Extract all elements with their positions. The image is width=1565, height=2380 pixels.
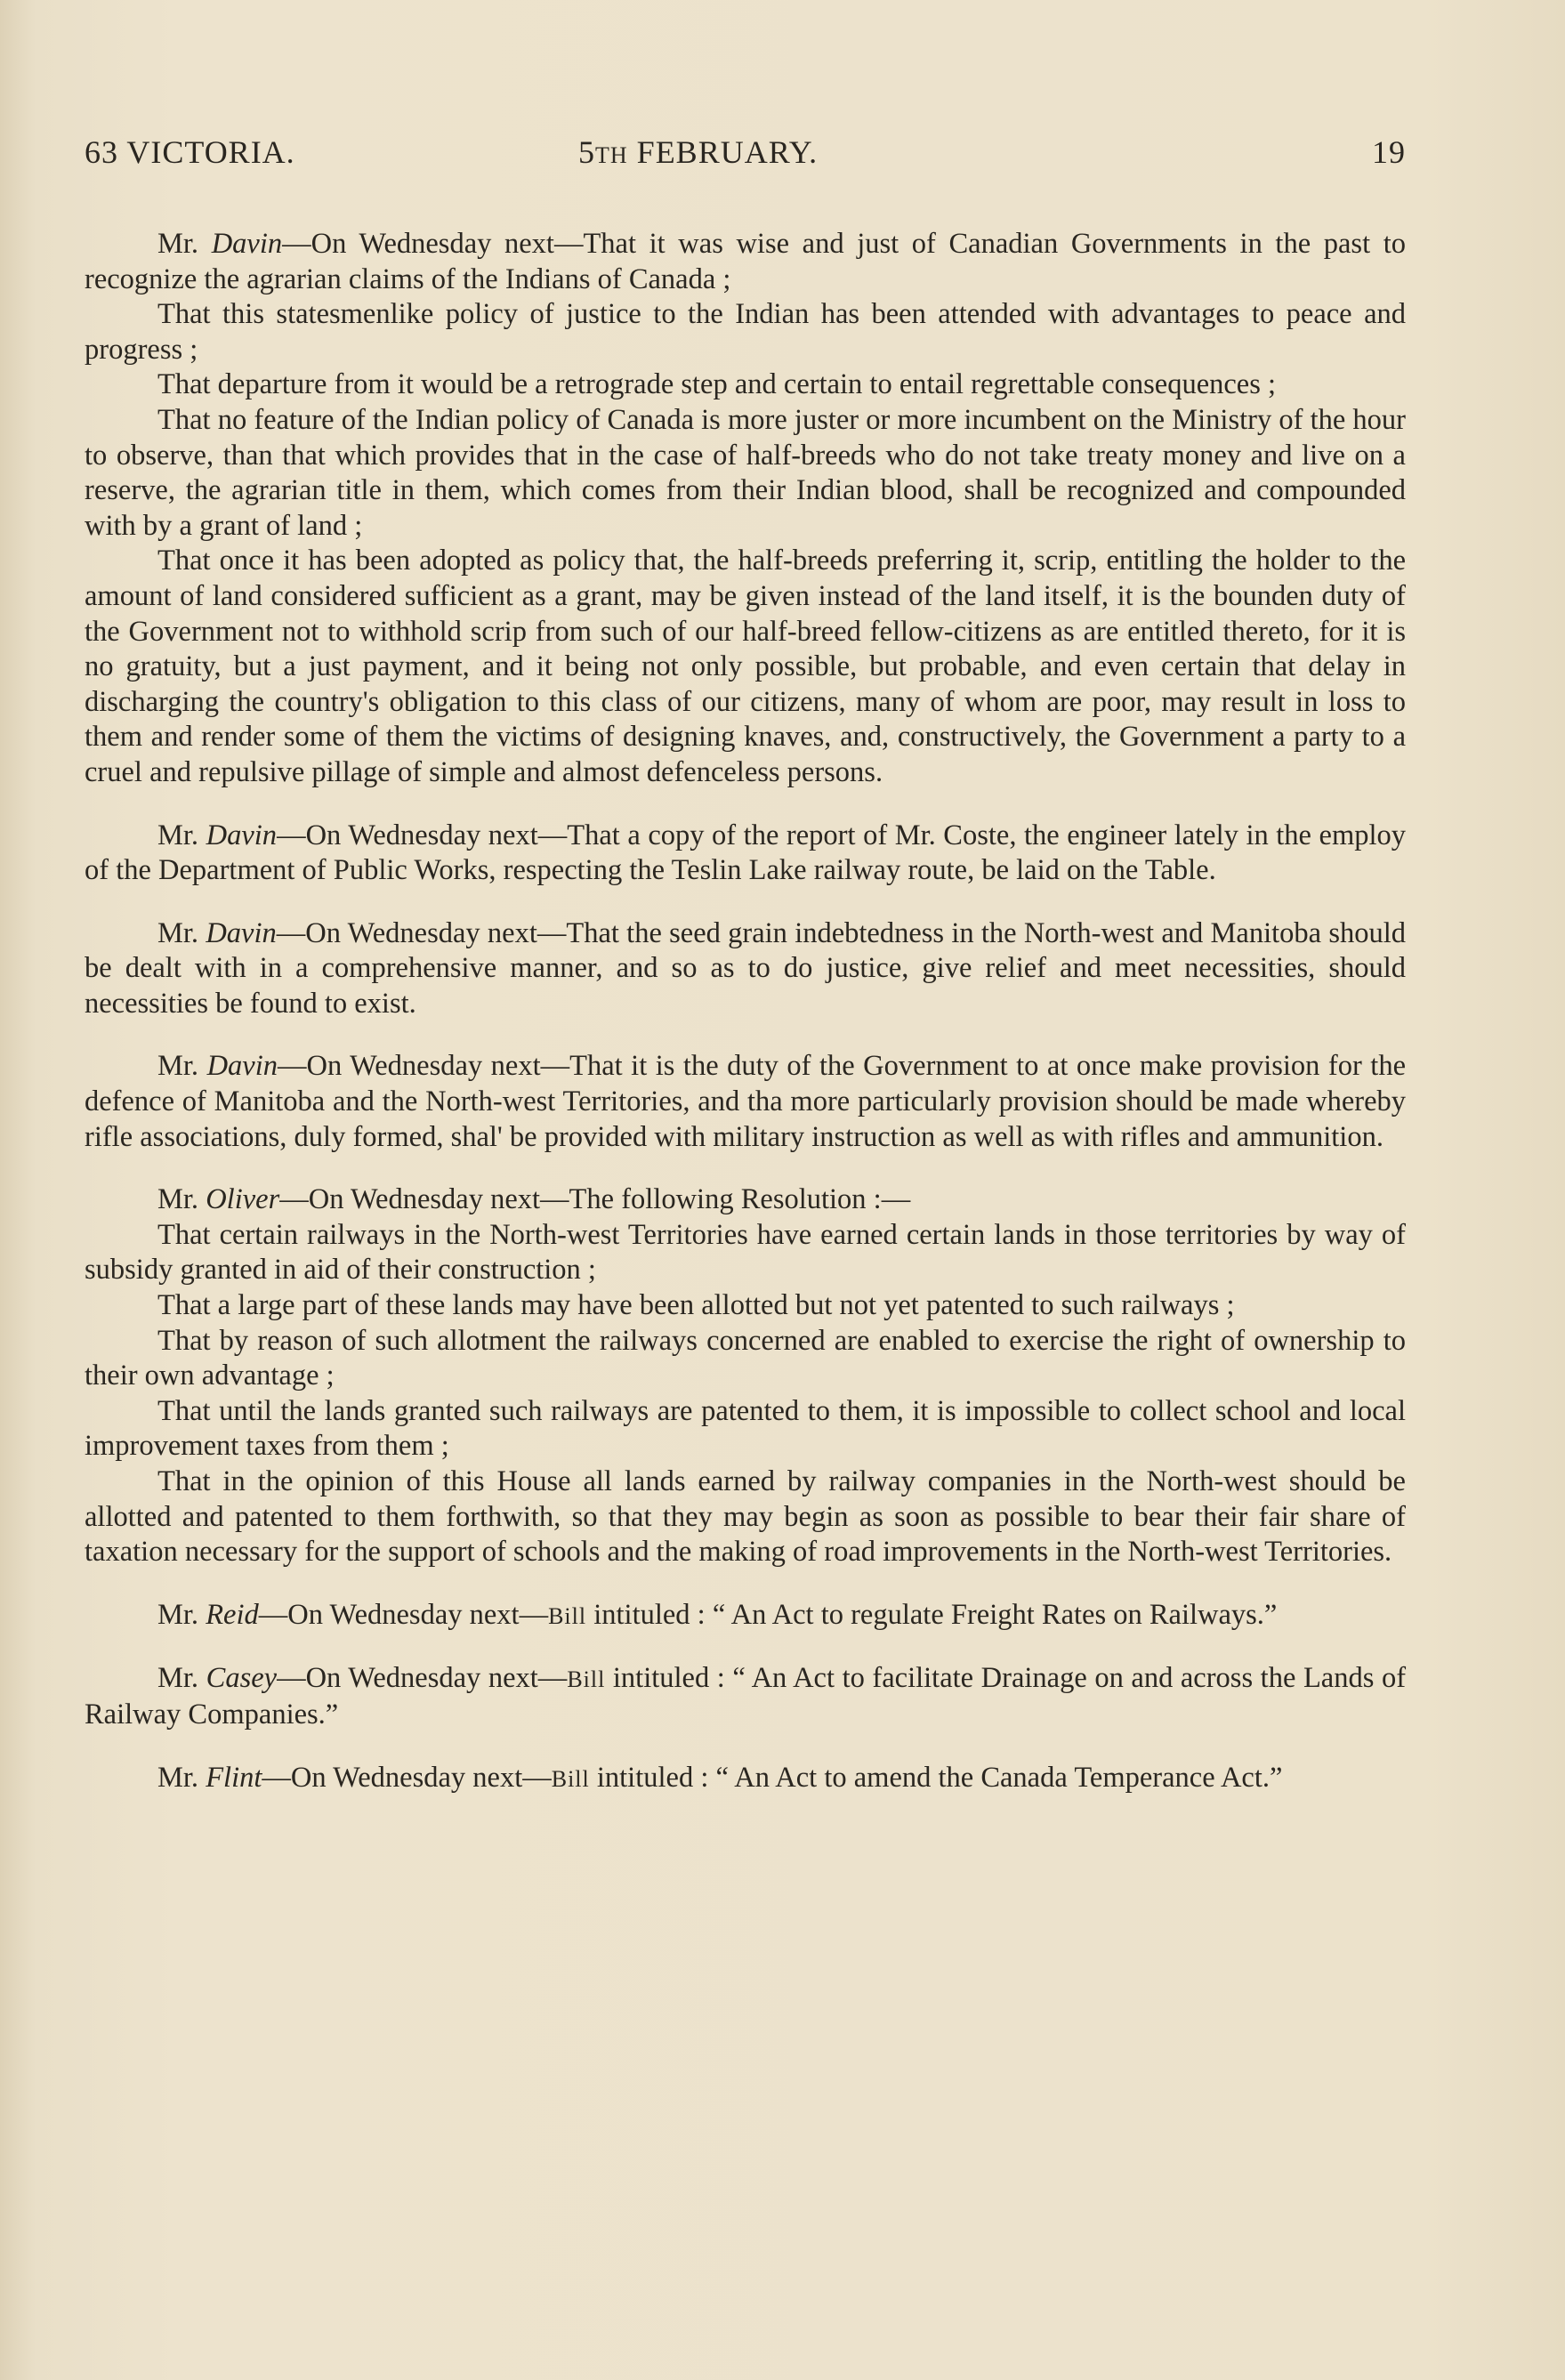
motion-lead: —On Wednesday next— bbox=[262, 1761, 552, 1794]
member-title: Mr. bbox=[157, 1183, 199, 1216]
session-label: 63 VICTORIA. bbox=[85, 134, 295, 170]
motion-paragraph: That a large part of these lands may have been allotted but not yet patented to such railways ; bbox=[157, 1289, 1235, 1322]
member-title: Mr. bbox=[157, 1761, 199, 1794]
page-number: 19 bbox=[1372, 134, 1406, 170]
member-name: Casey bbox=[206, 1662, 278, 1695]
motion-oliver-railway-lands bbox=[85, 1182, 1406, 1570]
member-title: Mr. bbox=[157, 819, 199, 851]
member-title: Mr. bbox=[157, 228, 199, 260]
motion-paragraph: That once it has been adopted as policy that, the half-breeds preferring it, scrip, entitling the holder to the amount of land considered sufficient as a grant, may be given instead of the land itself, it is the bounden duty of the Government not to withhold scrip from such of our half-breed fellow-citizens as are entitled thereto, for it is no gratuity, but a just payment, and it being not only possible, but probable, and even certain that delay in discharging the country's obligation to this class of our citizens, many of whom are poor, may result in loss to them and render some of them the victims of designing knaves, and, constructively, the Government a party to a cruel and repulsive pillage of simple and almost defenceless persons. bbox=[85, 545, 1406, 788]
motion-paragraph bbox=[85, 1661, 1406, 1732]
motion-paragraph bbox=[85, 819, 1406, 889]
member-name: Davin bbox=[211, 228, 283, 260]
member-name: Davin bbox=[206, 1050, 278, 1083]
motion-davin-teslin-report bbox=[85, 819, 1406, 889]
motion-flint-bill bbox=[85, 1761, 1406, 1797]
member-title: Mr. bbox=[157, 1662, 199, 1695]
member-title: Mr. bbox=[157, 1598, 199, 1631]
member-title: Mr. bbox=[157, 916, 199, 949]
bill-title: intituled : “ An Act to amend the Canada Temperance Act.” bbox=[589, 1761, 1283, 1794]
motion-lead: —On Wednesday next— bbox=[258, 1598, 549, 1631]
page-header bbox=[85, 133, 1406, 187]
motion-paragraph bbox=[85, 1598, 1406, 1634]
date-month: FEBRUARY. bbox=[636, 134, 819, 170]
header-date bbox=[578, 133, 818, 171]
bill-word: Bill bbox=[551, 1765, 590, 1792]
motion-davin-defence bbox=[85, 1049, 1406, 1155]
motion-paragraph: That no feature of the Indian policy of Canada is more juster or more incumbent on the Ministry of the hour to observe, than that which provides that in the case of half-breeds who do not take treaty money and live on a reserve, the agrarian title in them, which comes from their Indian blood, shall be recognized and compounded with by a grant of land ; bbox=[85, 403, 1406, 542]
member-name: Oliver bbox=[206, 1183, 280, 1216]
bill-word: Bill bbox=[567, 1666, 606, 1693]
paragraph-text: —On Wednesday next—That it was wise and just of Canadian Governments in the past to recognize the agrarian claims of the Indians of Canada ; bbox=[85, 228, 1407, 295]
date-day: 5 bbox=[578, 134, 595, 170]
member-name: Davin bbox=[206, 819, 278, 851]
date-suffix: TH bbox=[595, 142, 628, 168]
member-name: Flint bbox=[206, 1761, 262, 1794]
bill-title: intituled : “ An Act to regulate Freight Rates on Railways.” bbox=[586, 1598, 1278, 1631]
bill-word: Bill bbox=[548, 1602, 587, 1629]
motion-lead: —On Wednesday next— bbox=[277, 1662, 568, 1695]
bill-title: intituled : “ An Act to facilitate Drainage on and across the Lands of Railway Companies.” bbox=[85, 1662, 1407, 1731]
motion-paragraph: That until the lands granted such railways are patented to them, it is impossible to collect school and local improvement taxes from them ; bbox=[85, 1394, 1406, 1463]
motion-paragraph: That this statesmenlike policy of justice to the Indian has been attended with advantages to peace and progress ; bbox=[85, 298, 1406, 366]
paragraph-text: —On Wednesday next—That it is the duty of the Government to at once make provision for the defence of Manitoba and the North-west Territories, and tha more particularly provision should be made whereby rifle associations, duly formed, shal' be provided with military instruction as well as with rifles and ammunition. bbox=[85, 1050, 1407, 1153]
member-name: Reid bbox=[206, 1598, 259, 1631]
motion-davin-seed-grain bbox=[85, 916, 1406, 1022]
motion-reid-bill bbox=[85, 1598, 1406, 1634]
paragraph-text: —On Wednesday next—The following Resolution :— bbox=[279, 1183, 911, 1216]
motion-paragraph bbox=[85, 1761, 1406, 1797]
motions-list bbox=[85, 227, 1406, 1796]
member-name: Davin bbox=[206, 916, 277, 949]
paragraph-text: —On Wednesday next—That the seed grain indebtedness in the North-west and Manitoba should be dealt with in a comprehensive manner, and so as to do justice, give relief and meet necessities, should necessities be found to exist. bbox=[85, 916, 1406, 1020]
motion-paragraph bbox=[85, 916, 1406, 1022]
motion-paragraph: That in the opinion of this House all lands earned by railway companies in the North-west should be allotted and patented to them forthwith, so that they may begin as soon as possible to bear their fair share of taxation necessary for the support of schools and the making of road improvements in the North-west Territories. bbox=[85, 1465, 1406, 1569]
motion-paragraph bbox=[85, 1049, 1406, 1155]
motion-paragraph: That departure from it would be a retrograde step and certain to entail regrettable consequences ; bbox=[157, 368, 1277, 401]
motion-paragraph: That certain railways in the North-west Territories have earned certain lands in those territories by way of subsidy granted in aid of their construction ; bbox=[85, 1218, 1406, 1287]
motion-casey-bill bbox=[85, 1661, 1406, 1732]
motion-davin-indian-claims bbox=[85, 227, 1406, 791]
motion-paragraph: That by reason of such allotment the railways concerned are enabled to exercise the right of ownership to their own advantage ; bbox=[85, 1324, 1406, 1392]
paragraph-text: —On Wednesday next—That a copy of the report of Mr. Coste, the engineer lately in the employ of the Department of Public Works, respecting the Teslin Lake railway route, be laid on the Table. bbox=[85, 819, 1407, 887]
member-title: Mr. bbox=[157, 1050, 199, 1083]
motion-paragraph bbox=[85, 1182, 1406, 1218]
motion-paragraph bbox=[85, 227, 1406, 297]
